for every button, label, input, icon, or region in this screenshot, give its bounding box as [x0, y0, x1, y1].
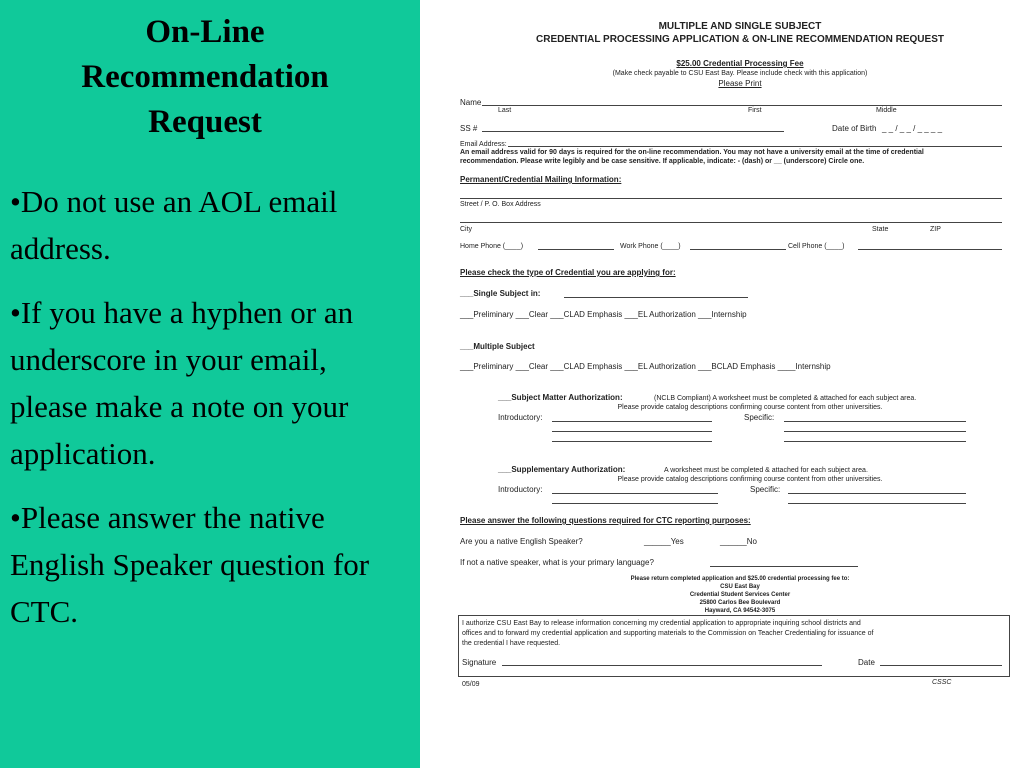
sma-introductory-label: Introductory: [498, 413, 543, 422]
sma-spec-line-2 [784, 431, 966, 432]
last-label: Last [498, 107, 512, 114]
supp-spec-line-2 [788, 503, 966, 504]
work-phone-label: Work Phone (____) [620, 243, 681, 250]
title-line-1: On-Line [145, 14, 265, 50]
email-note-2: recommendation. Please write legibly and be case sensitive. If applicable, indicate: - (dash) or __ (underscore) Circle one. [460, 158, 865, 165]
authorization-line-2: offices and to forward my credential application and supporting materials to the Commission on Teacher Credentialing for issuance of [462, 630, 874, 637]
middle-label: Middle [876, 107, 897, 114]
multiple-subject-label: ___Multiple Subject [460, 342, 535, 351]
single-subject-line [564, 297, 748, 298]
zip-label: ZIP [930, 226, 941, 233]
form-footer-left: 05/09 [462, 681, 480, 688]
slide-title [0, 10, 410, 145]
street-label: Street / P. O. Box Address [460, 201, 541, 208]
city-line [460, 222, 1002, 223]
signature-line [502, 665, 822, 666]
sma-intro-line-2 [552, 431, 712, 432]
title-line-2: Recommendation [81, 59, 329, 95]
form-header-2: CREDENTIAL PROCESSING APPLICATION & ON-LINE RECOMMENDATION REQUEST [536, 34, 944, 45]
sma-spec-line-1 [784, 421, 966, 422]
sma-note-2: Please provide catalog descriptions confirming course content from other universities. [617, 404, 883, 411]
slide-left-panel [0, 0, 420, 768]
please-print: Please Print [718, 79, 762, 88]
sma-intro-line-3 [552, 441, 712, 442]
home-phone-line [538, 249, 614, 250]
email-note-1: An email address valid for 90 days is required for the on-line recommendation. You may not have a university email at the time of credential [460, 149, 924, 156]
multiple-subject-options: ___Preliminary ___Clear ___CLAD Emphasis ___EL Authorization ___BCLAD Emphasis ____Internship [460, 362, 831, 371]
native-yes: ______Yes [644, 537, 684, 546]
supp-intro-line-1 [552, 493, 718, 494]
sma-intro-line-1 [552, 421, 712, 422]
signature-label: Signature [462, 658, 497, 667]
sma-spec-line-3 [784, 441, 966, 442]
supp-spec-line-1 [788, 493, 966, 494]
form-header-1: MULTIPLE AND SINGLE SUBJECT [658, 21, 822, 32]
name-line [482, 105, 1002, 106]
bullet-hyphen: •If you have a hyphen or an underscore in your email, please make a note on your application. [10, 295, 354, 471]
authorization-line-1: I authorize CSU East Bay to release information concerning my credential application to appropriate inquiring school districts and [462, 620, 861, 627]
sma-specific-label: Specific: [744, 413, 775, 422]
bullet-native-english: •Please answer the native English Speaker question for CTC. [10, 500, 370, 629]
email-label: Email Address: [460, 141, 507, 148]
application-form-image [420, 0, 1024, 768]
authorization-line-3: the credential I have requested. [462, 640, 561, 647]
supp-introductory-label: Introductory: [498, 485, 543, 494]
primary-language-question: If not a native speaker, what is your primary language? [460, 558, 654, 567]
dob-blank: _ _ / _ _ / _ _ _ _ [882, 124, 943, 133]
single-subject-label: ___Single Subject in: [460, 289, 541, 298]
supp-note: A worksheet must be completed & attached for each subject area. [664, 467, 868, 474]
bullet-list [10, 178, 410, 652]
form-footer-right: CSSC [932, 679, 952, 686]
native-no: ______No [720, 537, 757, 546]
cell-phone-line [858, 249, 1002, 250]
return-line-3: Credential Student Services Center [689, 592, 791, 598]
ctc-heading: Please answer the following questions required for CTC reporting purposes: [460, 516, 751, 525]
mailing-heading: Permanent/Credential Mailing Information: [460, 175, 622, 184]
primary-language-line [710, 566, 858, 567]
supp-note-2: Please provide catalog descriptions confirming course content from other universities. [617, 476, 883, 483]
email-line [508, 146, 1002, 147]
return-line-4: 25800 Carlos Bee Boulevard [699, 600, 781, 606]
supp-intro-line-2 [552, 503, 718, 504]
home-phone-label: Home Phone (____) [460, 243, 524, 250]
supp-title: ___Supplementary Authorization: [498, 465, 626, 474]
return-line-1: Please return completed application and $25.00 credential processing fee to: [630, 576, 850, 582]
sma-title: ___Subject Matter Authorization: [498, 393, 623, 402]
street-line [460, 198, 1002, 199]
single-subject-options: ___Preliminary ___Clear ___CLAD Emphasis ___EL Authorization ___Internship [460, 310, 747, 319]
city-label: City [460, 226, 473, 233]
fee-note: (Make check payable to CSU East Bay. Please include check with this application) [612, 70, 868, 77]
ss-line [482, 131, 784, 132]
title-line-3: Request [148, 104, 262, 140]
credential-type-heading: Please check the type of Credential you are applying for: [460, 268, 676, 277]
date-line [880, 665, 1002, 666]
native-english-question: Are you a native English Speaker? [460, 537, 583, 546]
state-label: State [872, 226, 889, 233]
bullet-aol: •Do not use an AOL email address. [10, 184, 338, 266]
name-label: Name [460, 98, 482, 107]
return-line-5: Hayward, CA 94542-3075 [704, 608, 776, 614]
first-label: First [748, 107, 762, 114]
dob-label: Date of Birth [832, 124, 877, 133]
fee-heading: $25.00 Credential Processing Fee [676, 59, 804, 68]
ss-label: SS # [460, 124, 478, 133]
supp-specific-label: Specific: [750, 485, 781, 494]
work-phone-line [690, 249, 786, 250]
sma-note: (NCLB Compliant) A worksheet must be completed & attached for each subject area. [654, 395, 917, 402]
date-label: Date [858, 658, 875, 667]
cell-phone-label: Cell Phone (____) [788, 243, 845, 250]
return-line-2: CSU East Bay [720, 584, 760, 590]
